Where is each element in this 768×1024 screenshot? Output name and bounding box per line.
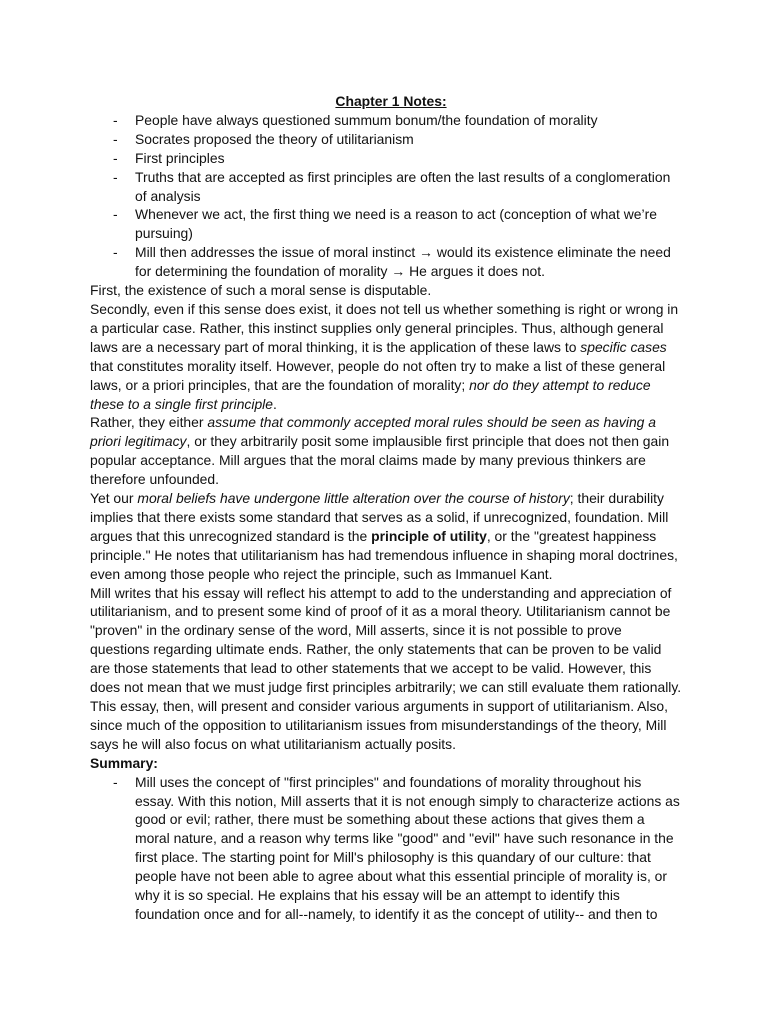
summary-heading: Summary:: [90, 754, 158, 771]
paragraph-secondly: [90, 300, 682, 413]
italic-text: nor do they attempt to reduce these to a single first principle: [90, 376, 651, 412]
summary-list: [90, 773, 682, 924]
notes-list: [90, 111, 682, 281]
list-item: - Truths that are accepted as first principles are often the last results of a conglomeration of analysis: [90, 168, 682, 206]
list-item: - Mill uses the concept of "first principles" and foundations of morality throughout his essay. With this notion, Mill asserts that it is not enough simply to characterize actions as good or evil; rather, there must be something about these actions that gives them a moral nature, and a reason why terms like "good" and "evil" have such resonance in the first place. The starting point for Mill's philosophy is this quandary of our culture: that people have not been able to agree about what this essential principle of morality is, or why it is so special. He explains that his essay will be an attempt to identify this foundation once and for all--namely, to identify it as the concept of utility-- and then to: [90, 773, 682, 924]
page-title: Chapter 1 Notes:: [335, 93, 447, 109]
document-body: [90, 92, 682, 924]
paragraph-rather: [90, 413, 682, 489]
paragraph-yet-our: [90, 489, 682, 584]
italic-text: moral beliefs have undergone little alteration over the course of history: [137, 490, 570, 507]
paragraph-moral-sense: First, the existence of such a moral sense is disputable.: [90, 282, 432, 299]
text-run: Yet our: [90, 490, 138, 507]
text-run: Secondly, even if this sense does exist, it does not tell us whether something is right or wrong in a particular case. Rather, this instinct supplies only general principles. Thus, although general laws are a necessary part of moral thinking, it is the application of these laws to: [90, 300, 679, 355]
list-item: - First principles: [90, 149, 682, 168]
text-run: Rather, they either: [90, 414, 208, 431]
italic-text: specific cases: [580, 338, 667, 355]
text-run: that constitutes morality itself. However, people do not often try to make a list of these general laws, or a priori principles, that are the foundation of morality;: [90, 357, 666, 393]
list-item: - Whenever we act, the first thing we need is a reason to act (conception of what we’re pursuing): [90, 205, 682, 243]
text-run: , or they arbitrarily posit some implausible first principle that does not then gain popular acceptance. Mill argues that the moral claims made by many previous thinkers are therefore unfounded.: [90, 433, 670, 488]
paragraph-mill-writes: Mill writes that his essay will reflect his attempt to add to the understanding and appreciation of utilitarianism, and to present some kind of proof of it as a moral theory. Utilitarianism cannot be "proven" in the ordinary sense of the word, Mill asserts, since it is not possible to prove questions regarding ultimate ends. Rather, the only statements that can be proven to be valid are those statements that lead to other statements that we accept to be valid. However, this does not mean that we must judge first principles arbitrarily; we can still evaluate them rationally. This essay, then, will present and consider various arguments in support of utilitarianism. Also, since much of the opposition to utilitarianism issues from misunderstandings of the theory, Mill says he will also focus on what utilitarianism actually posits.: [90, 584, 682, 752]
list-item: - People have always questioned summum bonum/the foundation of morality: [90, 111, 682, 130]
text-run: .: [273, 395, 277, 412]
text-run: ; their durability implies that there exists some standard that serves as a solid, if unrecognized, foundation. Mill argues that this unrecognized standard is the: [90, 490, 669, 544]
italic-text: assume that commonly accepted moral rules should be seen as having a priori legitimacy: [90, 414, 656, 450]
bold-text: principle of utility: [371, 527, 487, 544]
list-item: - Socrates proposed the theory of utilitarianism: [90, 130, 682, 149]
text-run: , or the "greatest happiness principle." He notes that utilitarianism has had tremendous influence in shaping moral doctrines, even among those people who reject the principle, such as Immanuel Kant.: [90, 527, 678, 582]
list-item: - Mill then addresses the issue of moral instinct → would its existence eliminate the need for determining the foundation of morality → He argues it does not.: [90, 243, 682, 281]
